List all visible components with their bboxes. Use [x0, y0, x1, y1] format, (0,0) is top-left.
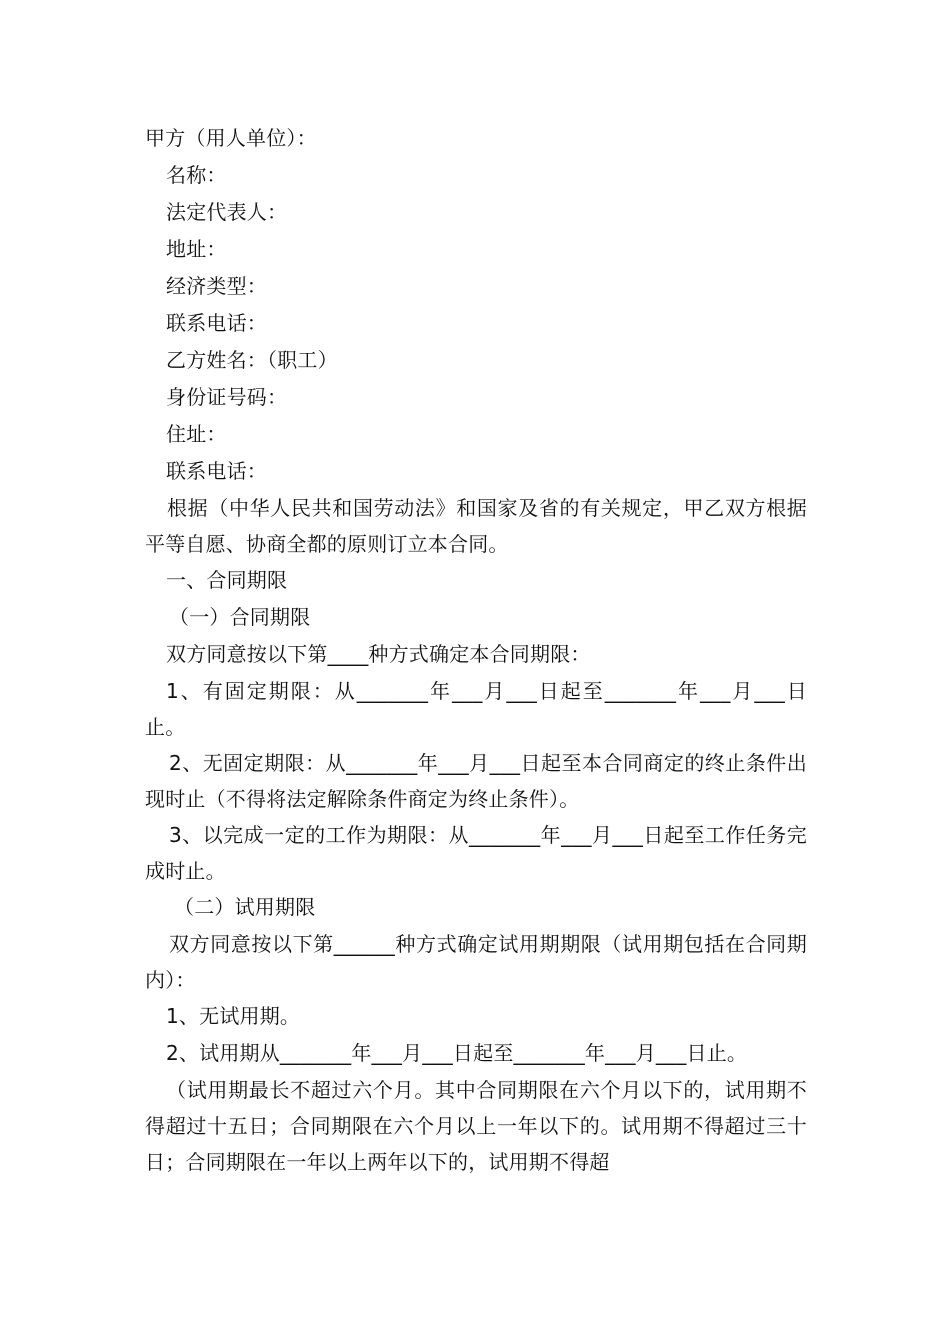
contract-body: [145, 120, 807, 1180]
subsection-1-title: （一）合同期限: [169, 605, 311, 629]
probation-option-2: 2、试用期从_______年___月___日起至_______年___月___日止。: [166, 1041, 748, 1065]
party-a-economic-type-field: 经济类型：: [166, 274, 267, 298]
term-option-2: 2、无固定期限：从_______年___月___日起至本合同商定的终止条件出现时止（不得将法定解除条件商定为终止条件）。: [145, 751, 807, 811]
party-a-heading: 甲方（用人单位）：: [145, 126, 317, 150]
section-1-title: 一、合同期限: [166, 568, 288, 592]
term-choice-line: 双方同意按以下第____种方式确定本合同期限：: [166, 642, 591, 666]
party-a-legal-rep-field: 法定代表人：: [166, 200, 288, 224]
party-b-phone-field: 联系电话：: [166, 459, 267, 483]
probation-note-paragraph: （试用期最长不超过六个月。其中合同期限在六个月以下的，试用期不得超过十五日；合同期限在六个月以上一年以下的。试用期不得超过三十日；合同期限在一年以上两年以下的，试用期不得超: [145, 1078, 807, 1174]
party-b-name-field: 乙方姓名：（职工）: [166, 348, 338, 372]
probation-choice-line: 双方同意按以下第______种方式确定试用期期限（试用期包括在合同期内）：: [145, 932, 807, 992]
term-option-3: 3、以完成一定的工作为期限：从_______年___月___日起至工作任务完成时止。: [145, 823, 807, 883]
party-b-address-field: 住址：: [166, 422, 227, 446]
probation-option-1: 1、无试用期。: [166, 1004, 301, 1028]
term-option-1: 1、有固定期限：从_______年___月___日起至_______年___月___日止。: [145, 679, 807, 739]
party-b-id-field: 身份证号码：: [166, 385, 288, 409]
party-a-name-field: 名称：: [166, 163, 227, 187]
party-a-address-field: 地址：: [166, 237, 227, 261]
subsection-2-title: （二）试用期限: [174, 895, 316, 919]
party-a-phone-field: 联系电话：: [166, 311, 267, 335]
intro-paragraph: 根据（中华人民共和国劳动法》和国家及省的有关规定，甲乙双方根据平等自愿、协商全都的原则订立本合同。: [145, 496, 807, 556]
